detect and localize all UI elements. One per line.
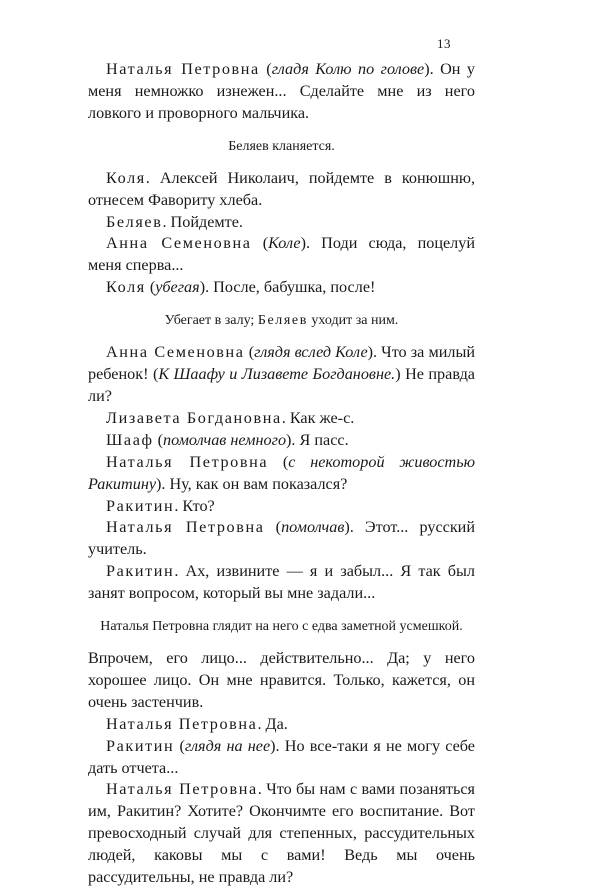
page-number: 13: [437, 36, 451, 51]
stage-remark: гладя Колю по голове: [271, 60, 425, 78]
text-run: ). Я пасс.: [286, 430, 349, 449]
dialogue-line: [88, 452, 475, 496]
speaker-name: Анна Семеновна: [106, 343, 245, 362]
text-run: (: [251, 234, 269, 253]
text-run: ). Ну, как он вам показался?: [156, 474, 348, 493]
text-run: ). Этот... русский учитель.: [88, 518, 476, 559]
play-text: [88, 59, 475, 889]
dialogue-line: [88, 736, 475, 780]
text-run: . Алексей Николаич, пойдемте в конюшню, отнесем Фавориту хлеба.: [88, 168, 475, 209]
dialogue-line: [88, 779, 475, 889]
dialogue-line: [88, 561, 475, 605]
text-run: . Как же-с.: [281, 408, 355, 427]
speaker-name: Наталья Петровна: [106, 780, 258, 799]
stage-remark: помолчав немного: [163, 430, 287, 449]
stage-remark: с некоторой живостью Ракитину: [88, 452, 476, 493]
text-run: . Что бы нам с вами позаняться им, Ракитин? Хотите? Окончимте его воспитание. Вот превосходный случай для степенных, рассудительных людей, каковы мы с вами! Ведь мы очень рассудительны, не правда ли?: [88, 780, 475, 887]
dialogue-line: [88, 277, 475, 299]
speaker-name: Ракитин: [106, 736, 175, 755]
dialogue-line: [88, 342, 475, 408]
stage-remark: глядя вслед Коле: [254, 343, 368, 362]
speaker-name: Беляев: [106, 212, 163, 231]
text-run: ). Что за милый ребенок! (: [88, 343, 475, 384]
speaker-name: Беляев: [257, 313, 308, 329]
dialogue-line: [88, 408, 475, 430]
text-run: Впрочем, его лицо... действительно... Да; у него хорошее лицо. Он мне нравится. Только, кажется, он очень застенчив.: [88, 649, 475, 711]
stage-remark: Коле: [268, 234, 301, 253]
dialogue-line: [88, 233, 475, 277]
text-run: . Пойдемте.: [162, 212, 243, 231]
text-run: (: [268, 452, 289, 471]
text-run: . Кто?: [174, 496, 215, 515]
speaker-name: Ракитин: [106, 562, 175, 581]
text-run: ). Поди сюда, поцелуй меня сперва...: [88, 234, 476, 275]
speaker-name: Коля: [106, 168, 146, 187]
speaker-name: Ракитин: [106, 496, 175, 515]
text-run: (: [264, 518, 282, 537]
text-run: . Да.: [257, 714, 288, 733]
text-run: ) Не правда ли?: [88, 365, 475, 405]
speaker-name: Наталья Петровна: [106, 714, 258, 733]
speaker-name: Анна Семеновна: [106, 234, 252, 253]
text-run: (: [145, 278, 156, 297]
stage-remark: помолчав: [281, 518, 345, 537]
text-run: . Ах, извините — я и забыл... Я так был занят вопросом, который вы мне задали...: [88, 562, 475, 603]
stage-remark: убегая: [155, 278, 200, 297]
stage-direction: [88, 311, 475, 331]
dialogue-line: [88, 430, 475, 452]
dialogue-line: [88, 212, 475, 234]
speaker-name: Наталья Петровна: [106, 518, 265, 537]
speaker-name: Наталья Петровна: [106, 60, 260, 78]
speaker-name: Коля: [106, 278, 146, 297]
stage-direction: [88, 137, 475, 157]
text-run: ). После, бабушка, после!: [199, 278, 376, 297]
dialogue-line: [88, 496, 475, 518]
stage-direction: [88, 617, 475, 637]
text-run: ). Он у меня немножко изнежен... Сделайте мне из него ловкого и проворного мальчика.: [88, 60, 476, 122]
text-run: (: [153, 430, 164, 449]
speaker-name: Шааф: [106, 430, 154, 449]
dialogue-line: [88, 59, 475, 125]
stage-remark: глядя на нее: [184, 736, 271, 755]
dialogue-line: [88, 517, 475, 561]
text-run: (: [174, 736, 185, 755]
text-run: Убегает в залу;: [164, 313, 258, 329]
text-run: (: [259, 60, 272, 78]
text-run: Наталья Петровна глядит на него с едва заметной усмешкой.: [100, 619, 463, 635]
speaker-name: Наталья Петровна: [106, 452, 269, 471]
text-run: (: [244, 343, 255, 362]
dialogue-line: [88, 168, 475, 212]
speaker-name: Лизавета Богдановна: [106, 408, 282, 427]
text-run: ). Но все-таки я не могу себе дать отчета...: [88, 736, 475, 777]
dialogue-line: [88, 714, 475, 736]
stage-remark: К Шаафу и Лизавете Богдановне.: [158, 365, 396, 384]
text-run: уходит за ним.: [307, 313, 399, 329]
dialogue-continuation: [88, 648, 475, 714]
text-run: Беляев кланяется.: [228, 138, 335, 154]
